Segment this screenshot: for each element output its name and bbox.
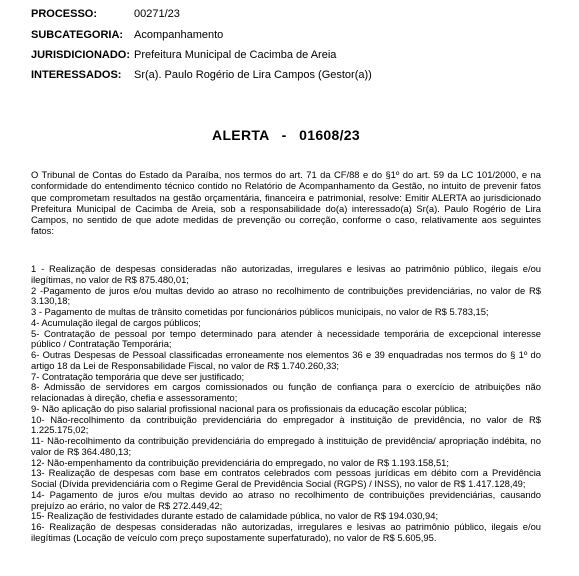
- list-item: 12- Não-empenhamento da contribuição previdenciária do empregado, no valor de R$ 1.193.158,51;: [31, 456, 449, 468]
- jurisdicionado-label: JURISDICIONADO:: [31, 49, 131, 61]
- subcategoria-value: Acompanhamento: [134, 29, 224, 41]
- list-item: 10- Não-recolhimento da contribuição previdenciária do empregador à instituição de previdência, no valor de R$ 1.225.175,02;: [31, 413, 541, 436]
- processo-value: 00271/23: [134, 8, 180, 20]
- list-item: 14- Pagamento de juros e/ou multas devido ao atraso no recolhimento de contribuições previdenciárias, causando prejuízo ao erário, no valor de R$ 272.449,42;: [31, 488, 541, 511]
- alert-title: ALERTA - 01608/23: [212, 127, 360, 143]
- intro-paragraph: O Tribunal de Contas do Estado da Paraíba, nos termos do art. 71 da CF/88 e do §1º do art. 59 da LC 101/2000, e na conformidade do entendimento técnico contido no Relatório de Acompanhamento da Gestão, no intuito de prevenir fatos que comprometam resultados na gestão orçamentária, financeira e patrimonial, resolve: Emitir ALERTA ao jurisdicionado Prefeitura Municipal de Cacimba de Areia, sob a responsabilidade do(a) interessado(a) Sr(a). Paulo Rogério de Lira Campos, no sentido de que adote medidas de prevenção ou correção, conforme o caso, relativamente aos seguintes fatos:: [31, 169, 541, 237]
- document-page: [31, 0, 541, 543]
- interessados-value: Sr(a). Paulo Rogério de Lira Campos (Gestor(a)): [134, 69, 372, 81]
- alert-items-list: [31, 264, 541, 544]
- list-item: 16- Realização de despesas consideradas não autorizadas, irregulares e lesivas ao patrimônio público, ilegais e/ou ilegítimas (Locação de veículo com preço supostamente superfaturado), no valor de R$ 5.605,95.: [31, 521, 541, 543]
- list-item: 13- Realização de despesas com base em contratos celebrados com pessoas jurídicas em débito com a Previdência Social (Dívida previdenciária com o Regime Geral de Previdência Social (RGPS) / INSS), no valor de R$ 1.417.128,49;: [31, 467, 541, 489]
- list-item: 4- Acumulação ilegal de cargos públicos;: [31, 316, 201, 328]
- subcategoria-label: SUBCATEGORIA:: [31, 29, 124, 41]
- jurisdicionado-value: Prefeitura Municipal de Cacimba de Areia: [134, 49, 337, 61]
- list-item: 8- Admissão de servidores em cargos comissionados ou função de confiança para o exercício de atribuições não relacionadas à direção, chefia e assessoramento;: [31, 381, 541, 403]
- list-item: 15- Realização de festividades durante estado de calamidade pública, no valor de R$ 194.030,94;: [31, 510, 439, 522]
- list-item: 3 - Pagamento de multas de trânsito cometidas por funcionários públicos municipais, no valor de R$ 5.783,15;: [31, 306, 489, 317]
- process-header: [31, 0, 541, 90]
- list-item: 9- Não aplicação do piso salarial profissional nacional para os profissionais da educação escolar pública;: [31, 402, 467, 414]
- list-item: 11- Não-recolhimento da contribuição previdenciária do empregado à instituição de previdência/ apropriação indébita, no valor de R$ 364.480,13;: [31, 435, 541, 457]
- list-item: 1 - Realização de despesas consideradas não autorizadas, irregulares e lesivas ao patrimônio público, ilegais e/ou ilegítimas, no valor de R$ 875.480,01;: [31, 263, 541, 285]
- list-item: 7- Contratação temporária que deve ser justificado;: [31, 370, 245, 382]
- list-item: 6- Outras Despesas de Pessoal classificadas erroneamente nos elementos 36 e 39 enquadradas nos termos do § 1º do artigo 18 da Lei de Responsabilidade Fiscal, no valor de R$ 1.740.260,33;: [31, 349, 541, 371]
- list-item: 2 -Pagamento de juros e/ou multas devido ao atraso no recolhimento de contribuições previdenciárias, no valor de R$ 3.130,18;: [31, 284, 541, 307]
- interessados-label: INTERESSADOS:: [31, 69, 122, 81]
- processo-label: PROCESSO:: [31, 8, 98, 20]
- list-item: 5- Contratação de pessoal por tempo determinado para atender à necessidade temporária de excepcional interesse público / Contratação Temporária;: [31, 327, 541, 350]
